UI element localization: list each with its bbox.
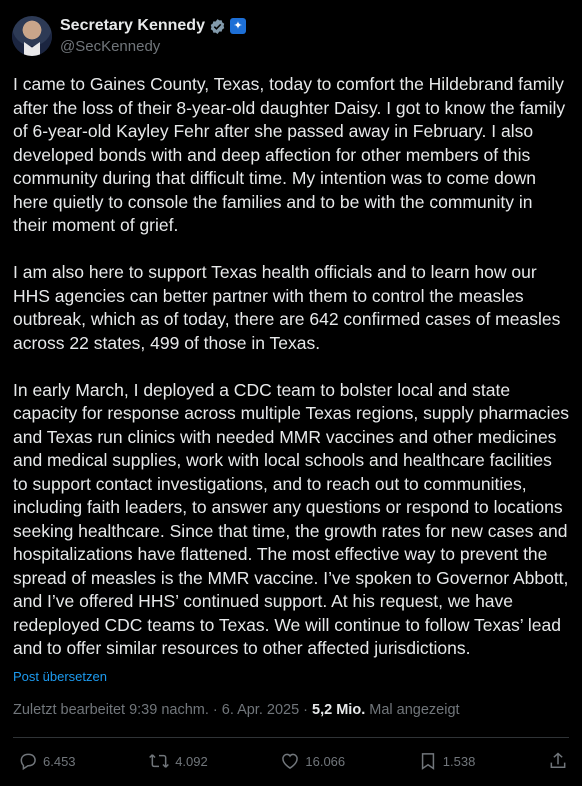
- reply-icon: [18, 751, 38, 771]
- like-count: 16.066: [305, 753, 346, 769]
- edited-timestamp[interactable]: Zuletzt bearbeitet 9:39 nachm. · 6. Apr. 2025 ·: [13, 702, 313, 718]
- like-button[interactable]: [280, 751, 345, 771]
- author-name-row: [60, 17, 246, 35]
- view-count-label: Mal angezeigt: [365, 702, 460, 718]
- repost-icon: [148, 751, 170, 771]
- share-button[interactable]: [548, 751, 568, 771]
- heart-icon: [280, 751, 300, 771]
- reply-button[interactable]: [18, 751, 76, 771]
- author-display-name[interactable]: Secretary Kennedy: [60, 17, 205, 34]
- action-bar: [18, 748, 568, 774]
- post-text: [13, 73, 574, 661]
- repost-count: 4.092: [175, 753, 208, 769]
- bookmark-button[interactable]: [418, 751, 476, 771]
- post-paragraph: In early March, I deployed a CDC team to bolster local and state capacity for response across multiple Texas regions, supply pharmacies and Texas run clinics with needed MMR vaccines and other medicines and medical supplies, work with local schools and healthcare facilities to support contact investigations, and to reach out to communities, including faith leaders, to answer any questions or respond to locations seeking healthcare. Since that time, the growth rates for new cases and hospitalizations have flattened. The most effective way to prevent the spread of measles is the MMR vaccine. I’ve spoken to Governor Abbott, and I’ve offered HHS’ continued support. At his request, we have redeployed CDC teams to Texas. We will continue to follow Texas’ lead and to offer similar resources to other affected jurisdictions.: [13, 379, 574, 658]
- bookmark-icon: [418, 751, 438, 771]
- avatar[interactable]: [12, 16, 52, 56]
- author-info: [60, 17, 246, 55]
- reply-count: 6.453: [43, 753, 76, 769]
- post-header: [12, 16, 246, 56]
- bookmark-count: 1.538: [442, 753, 476, 769]
- repost-button[interactable]: [148, 751, 208, 771]
- translate-post-link[interactable]: Post übersetzen: [13, 669, 107, 684]
- post-paragraph: I came to Gaines County, Texas, today to comfort the Hildebrand family after the loss of their 8-year-old daughter Daisy. I got to know the family of 6-year-old Kayley Fehr after she passed away in February. I also developed bonds with and deep affection for other members of this community during that difficult time. My intention was to come down here quietly to console the families and to be with the community in their moment of grief.: [13, 74, 571, 235]
- government-affiliate-icon[interactable]: ✦: [230, 18, 246, 34]
- author-handle[interactable]: @SecKennedy: [60, 38, 161, 55]
- post-meta: [13, 702, 460, 718]
- divider: [13, 737, 569, 738]
- share-icon: [548, 751, 568, 771]
- verified-check-icon[interactable]: [209, 18, 226, 35]
- post-paragraph: I am also here to support Texas health officials and to learn how our HHS agencies can better partner with them to control the measles outbreak, which as of today, there are 642 confirmed cases of measles across 22 states, 499 of those in Texas.: [13, 262, 566, 353]
- view-count[interactable]: 5,2 Mio.: [312, 702, 366, 718]
